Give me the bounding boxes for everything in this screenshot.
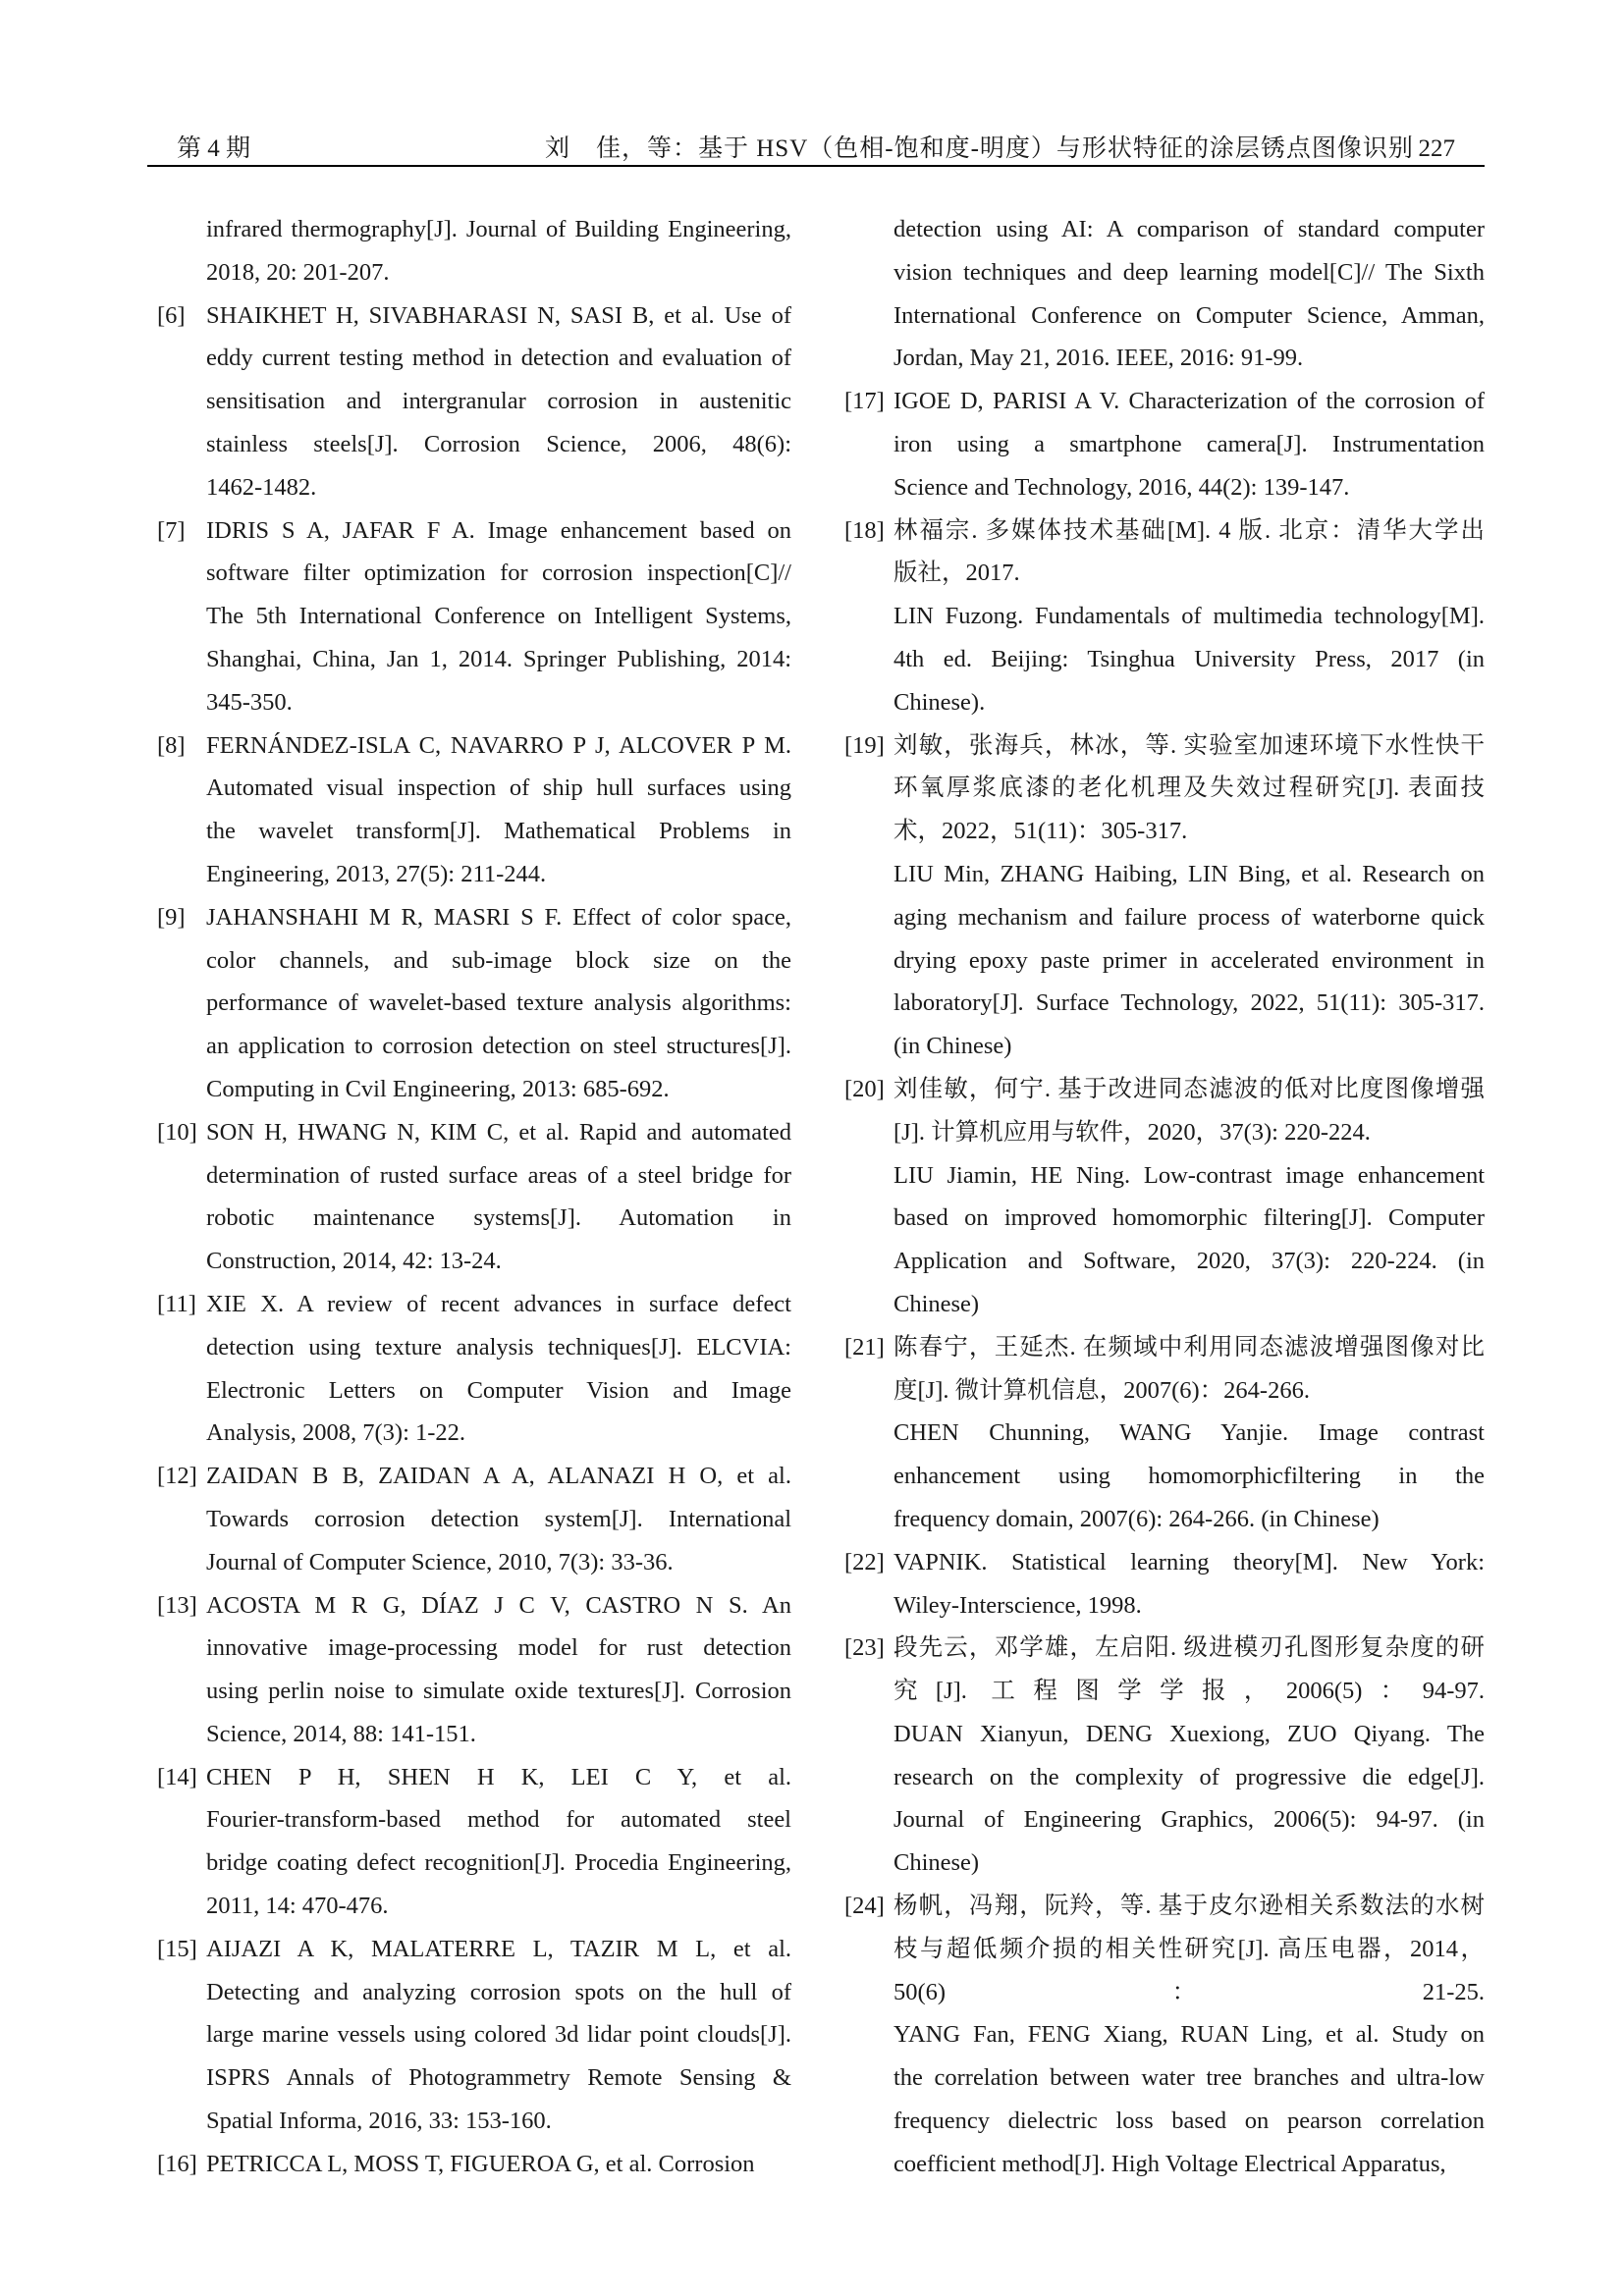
reference-line: detection using AI: A comparison of standard computer: [893, 216, 1485, 242]
reference-line: Electronic Letters on Computer Vision and Image: [206, 1376, 791, 1404]
reference-entry: [157, 1584, 791, 1756]
reference-entry: [157, 896, 791, 1111]
reference-line: SHAIKHET H, SIVABHARASI N, SASI B, et al. Use of: [206, 301, 791, 329]
reference-line: innovative image-processing model for rust detection: [206, 1634, 791, 1662]
reference-line: Science and Technology, 2016, 44(2): 139-147.: [893, 473, 1350, 501]
reference-line: Journal of Computer Science, 2010, 7(3): 33-36.: [206, 1548, 674, 1575]
reference-line: software filter optimization for corrosion inspection[C]//: [206, 560, 791, 587]
reference-entry: [157, 509, 791, 724]
reference-line: 段先云，邓学雄，左启阳. 级进模刃孔图形复杂度的研: [893, 1634, 1485, 1662]
reference-entry: [844, 1627, 1485, 1885]
reference-line: 版社，2017.: [893, 560, 1020, 587]
reference-line: Detecting and analyzing corrosion spots on the hull of: [206, 1978, 791, 2005]
reference-line: XIE X. A review of recent advances in surface defect: [206, 1290, 791, 1317]
reference-line: YANG Fan, FENG Xiang, RUAN Ling, et al. Study on: [893, 2021, 1485, 2049]
reference-line: the wavelet transform[J]. Mathematical Problems in: [206, 818, 791, 845]
reference-entry: [157, 1455, 791, 1583]
reference-number: [9]: [157, 903, 186, 931]
reference-line: Application and Software, 2020, 37(3): 220-224. (in: [893, 1248, 1485, 1275]
reference-line: using perlin noise to simulate oxide textures[J]. Corrosion: [206, 1678, 791, 1705]
reference-number: [6]: [157, 301, 186, 329]
reference-line: 林福宗. 多媒体技术基础[M]. 4 版. 北京：清华大学出: [893, 516, 1485, 544]
reference-entry: [844, 724, 1485, 1068]
reference-number: [16]: [157, 2150, 197, 2177]
reference-line: FERNÁNDEZ-ISLA C, NAVARRO P J, ALCOVER P M.: [206, 731, 791, 759]
reference-line: DUAN Xianyun, DENG Xuexiong, ZUO Qiyang. The: [893, 1720, 1485, 1747]
reference-line: Computing in Cvil Engineering, 2013: 685-692.: [206, 1075, 670, 1102]
reference-line: 刘佳敏，何宁. 基于改进同态滤波的低对比度图像增强: [893, 1075, 1485, 1102]
reference-line: infrared thermography[J]. Journal of Building Engineering,: [206, 216, 791, 242]
reference-line: 2011, 14: 470-476.: [206, 1893, 389, 1920]
reference-line: performance of wavelet-based texture analysis algorithms:: [206, 989, 791, 1017]
reference-line: iron using a smartphone camera[J]. Instrumentation: [893, 430, 1485, 457]
reference-number: [20]: [844, 1075, 885, 1102]
reference-line: 陈春宁，王延杰. 在频域中利用同态滤波增强图像对比: [893, 1333, 1485, 1361]
reference-line: LIN Fuzong. Fundamentals of multimedia technology[M].: [893, 603, 1485, 630]
reference-line: 刘敏，张海兵，林冰，等. 实验室加速环境下水性快干: [893, 731, 1485, 759]
reference-line: 345-350.: [206, 688, 293, 716]
reference-number: [14]: [157, 1763, 197, 1790]
reference-line: CHEN Chunning, WANG Yanjie. Image contrast: [893, 1419, 1485, 1447]
reference-line: Chinese): [893, 1290, 980, 1317]
page-number: 227: [1418, 135, 1455, 162]
reference-line: Shanghai, China, Jan 1, 2014. Springer Publishing, 2014:: [206, 645, 791, 672]
reference-line: 1462-1482.: [206, 473, 317, 501]
reference-line: PETRICCA L, MOSS T, FIGUEROA G, et al. Corrosion: [206, 2150, 755, 2177]
issue-number: 第 4 期: [177, 135, 251, 162]
reference-line: The 5th International Conference on Intelligent Systems,: [206, 603, 791, 630]
reference-line: 度[J]. 微计算机信息，2007(6)：264-266.: [893, 1376, 1310, 1404]
reference-line: 2018, 20: 201-207.: [206, 258, 390, 286]
reference-number: [11]: [157, 1290, 196, 1317]
reference-entry: [844, 509, 1485, 724]
reference-entry: [157, 294, 791, 509]
reference-line: ZAIDAN B B, ZAIDAN A A, ALANAZI H O, et al.: [206, 1463, 791, 1490]
left-column: [157, 208, 791, 2186]
reference-line: VAPNIK. Statistical learning theory[M]. New York:: [893, 1548, 1485, 1575]
reference-line: 杨帆，冯翔，阮羚，等. 基于皮尔逊相关系数法的水树: [893, 1893, 1485, 1920]
reference-number: [8]: [157, 731, 186, 759]
reference-line: color channels, and sub-image block size on the: [206, 946, 791, 974]
reference-line: Analysis, 2008, 7(3): 1-22.: [206, 1419, 466, 1447]
reference-number: [12]: [157, 1463, 197, 1490]
reference-line: Science, 2014, 88: 141-151.: [206, 1720, 476, 1747]
reference-line: Journal of Engineering Graphics, 2006(5): 94-97. (in: [893, 1806, 1485, 1834]
reference-line: SON H, HWANG N, KIM C, et al. Rapid and automated: [206, 1118, 791, 1146]
reference-line: IGOE D, PARISI A V. Characterization of the corrosion of: [893, 388, 1485, 415]
reference-line: robotic maintenance systems[J]. Automation in: [206, 1204, 791, 1232]
reference-line: Towards corrosion detection system[J]. International: [206, 1505, 791, 1532]
reference-line: based on improved homomorphic filtering[J]. Computer: [893, 1204, 1485, 1232]
reference-line: LIU Min, ZHANG Haibing, LIN Bing, et al. Research on: [893, 860, 1485, 887]
reference-line: 究[J]. 工程图学学报，2006(5)：94-97.: [893, 1678, 1485, 1705]
reference-number: [18]: [844, 516, 885, 544]
reference-number: [15]: [157, 1935, 197, 1962]
reference-line: enhancement using homomorphicfiltering in the: [893, 1463, 1485, 1490]
reference-line: JAHANSHAHI M R, MASRI S F. Effect of color space,: [206, 903, 791, 931]
reference-line: Automated visual inspection of ship hull surfaces using: [206, 774, 791, 802]
reference-line: AIJAZI A K, MALATERRE L, TAZIR M L, et al.: [206, 1935, 791, 1962]
reference-line: ACOSTA M R G, DÍAZ J C V, CASTRO N S. An: [206, 1591, 791, 1619]
reference-continuation: [844, 208, 1485, 380]
reference-line: Jordan, May 21, 2016. IEEE, 2016: 91-99.: [893, 345, 1304, 372]
reference-entry: [157, 1928, 791, 2143]
reference-entry: [157, 724, 791, 896]
reference-line: frequency dielectric loss based on pearson correlation: [893, 2108, 1485, 2135]
reference-line: LIU Jiamin, HE Ning. Low-contrast image enhancement: [893, 1161, 1485, 1189]
reference-number: [23]: [844, 1634, 885, 1662]
reference-line: large marine vessels using colored 3d lidar point clouds[J].: [206, 2021, 791, 2049]
reference-number: [22]: [844, 1548, 885, 1575]
reference-line: Engineering, 2013, 27(5): 211-244.: [206, 860, 547, 887]
reference-entry: [844, 1068, 1485, 1326]
reference-line: detection using texture analysis techniques[J]. ELCVIA:: [206, 1333, 791, 1361]
reference-entry: [844, 1885, 1485, 2186]
reference-line: Wiley-Interscience, 1998.: [893, 1591, 1142, 1619]
reference-line: 枝与超低频介损的相关性研究[J]. 高压电器，2014，: [893, 1935, 1485, 1962]
reference-line: vision techniques and deep learning model[C]// The Sixth: [893, 258, 1485, 286]
reference-line: research on the complexity of progressive die edge[J].: [893, 1763, 1485, 1790]
reference-line: stainless steels[J]. Corrosion Science, 2006, 48(6):: [206, 430, 791, 457]
right-column: [844, 208, 1485, 2186]
reference-number: [10]: [157, 1118, 197, 1146]
reference-line: 4th ed. Beijing: Tsinghua University Press, 2017 (in: [893, 645, 1485, 672]
reference-number: [24]: [844, 1893, 885, 1920]
reference-line: drying epoxy paste primer in accelerated environment in: [893, 946, 1485, 974]
reference-line: an application to corrosion detection on steel structures[J].: [206, 1033, 791, 1060]
reference-line: Chinese).: [893, 688, 986, 716]
reference-number: [13]: [157, 1591, 197, 1619]
reference-continuation: [157, 208, 791, 294]
reference-line: determination of rusted surface areas of a steel bridge for: [206, 1161, 791, 1189]
reference-entry: [157, 1111, 791, 1283]
reference-line: Chinese): [893, 1849, 980, 1877]
reference-line: Fourier-transform-based method for automated steel: [206, 1806, 791, 1834]
reference-line: coefficient method[J]. High Voltage Electrical Apparatus,: [893, 2150, 1446, 2177]
reference-line: [J]. 计算机应用与软件，2020，37(3): 220-224.: [893, 1118, 1371, 1146]
reference-entry: [844, 380, 1485, 508]
reference-line: bridge coating defect recognition[J]. Procedia Engineering,: [206, 1849, 791, 1877]
reference-number: [17]: [844, 388, 885, 415]
reference-entry: [844, 1326, 1485, 1541]
reference-line: sensitisation and intergranular corrosion in austenitic: [206, 388, 791, 415]
reference-number: [21]: [844, 1333, 885, 1361]
reference-line: CHEN P H, SHEN H K, LEI C Y, et al.: [206, 1763, 791, 1790]
running-title: 刘 佳，等：基于 HSV（色相-饱和度-明度）与形状特征的涂层锈点图像识别: [545, 135, 1414, 162]
reference-line: IDRIS S A, JAFAR F A. Image enhancement based on: [206, 516, 791, 544]
reference-line: eddy current testing method in detection and evaluation of: [206, 345, 791, 372]
reference-number: [19]: [844, 731, 885, 759]
running-header: [147, 118, 1485, 167]
reference-line: 术，2022，51(11)：305-317.: [893, 818, 1188, 845]
reference-line: International Conference on Computer Science, Amman,: [893, 301, 1485, 329]
reference-line: aging mechanism and failure process of waterborne quick: [893, 903, 1485, 931]
reference-entry: [844, 1541, 1485, 1628]
reference-entry: [157, 1756, 791, 1928]
reference-number: [7]: [157, 516, 186, 544]
reference-line: (in Chinese): [893, 1033, 1012, 1060]
reference-line: laboratory[J]. Surface Technology, 2022, 51(11): 305-317.: [893, 989, 1485, 1017]
reference-line: 环氧厚浆底漆的老化机理及失效过程研究[J]. 表面技: [893, 774, 1485, 802]
reference-line: frequency domain, 2007(6): 264-266. (in Chinese): [893, 1505, 1380, 1532]
reference-line: ISPRS Annals of Photogrammetry Remote Sensing &: [206, 2064, 791, 2092]
reference-entry: [157, 2143, 791, 2186]
reference-line: the correlation between water tree branches and ultra-low: [893, 2064, 1485, 2092]
reference-line: 50(6)：21-25.: [893, 1978, 1485, 2005]
reference-entry: [157, 1283, 791, 1455]
reference-line: Spatial Informa, 2016, 33: 153-160.: [206, 2108, 552, 2135]
reference-line: Construction, 2014, 42: 13-24.: [206, 1248, 502, 1275]
